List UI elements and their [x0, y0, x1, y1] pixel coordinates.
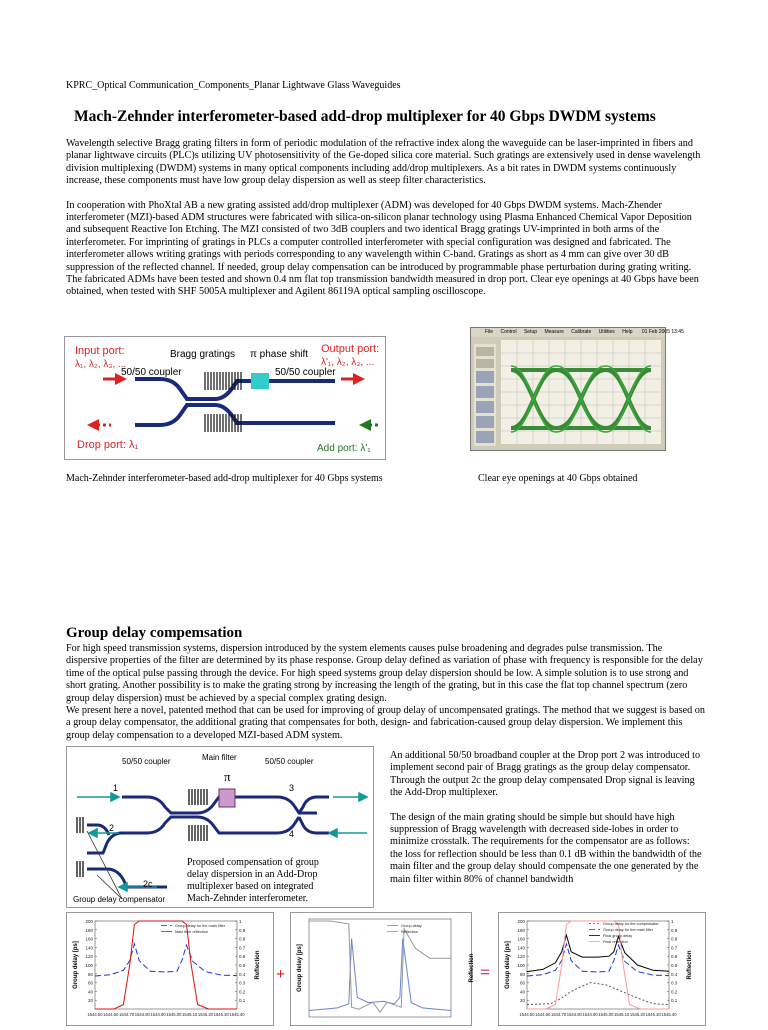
x-tick-label: 1544.80 — [134, 1012, 150, 1017]
plus-operator: + — [276, 966, 286, 983]
output-lambdas: λ'₁, λ₂, λ₃, ... — [321, 357, 375, 368]
y2-tick-label: 1 — [239, 919, 242, 924]
y2-tick-label: 0.6 — [671, 954, 678, 960]
x-tick-label: 1545.00 — [166, 1012, 182, 1017]
intro-paragraph-2: In cooperation with PhoXtal AB a new grating assisted add/drop multiplexer (ADM) was developed for 40 Gbps DWDM systems. Mach-Zhender interferometer (MZI)-based ADM structures were fabricated with silica-on-silicon planar technology using Plasma Enhanced Chemical Vapor Deposition and subsequent Reactive Ion Etching. The MZI consisted of two 3dB couplers and two identical Bragg gratings UV-imprinted in both arms of the interferometer. For imprinting of gratings in PLCs a computer controlled interferometer with special configuration was designed and fabricated. The interferometer allows writing gratings with periods corresponding to any wavelength within C-band. Gratings as short as 4 mm can give over 30 dB suppression of the reflected channel. If needed, group delay compensation can be introduced by programmable phase perturbation during grating writing. — [66, 199, 692, 273]
legend-label: Main filter reflection — [175, 930, 208, 934]
y-axis-label: Group delay [ps] — [73, 941, 79, 989]
y-tick-label: 200 — [517, 919, 525, 924]
y2-tick-label: 0.2 — [671, 989, 678, 995]
port-1-label: 1 — [113, 783, 119, 793]
x-tick-label: 1544.60 — [535, 1012, 551, 1017]
y-tick-label: 140 — [85, 945, 93, 951]
side-paragraph-2: The design of the main grating should be simple but should have high suppression of Bragg wavelength with decreased side-lobes in order to minimize crosstalk. The requirements for the compensator are as follows: the loss for reflection should be less than 0.1 dB within the bandwidth of the main filter and the group delay should compensate the one generated by the main filter within 80% of channel bandwidth — [390, 811, 702, 885]
chart-main-filter-svg — [67, 913, 273, 1025]
chart-final — [498, 912, 706, 1026]
phase-shift-block — [251, 373, 269, 389]
y2-tick-label: 0.1 — [239, 998, 246, 1004]
x-tick-label: 1544.70 — [118, 1012, 135, 1017]
y2-tick-label: 0.7 — [671, 945, 678, 951]
series-line-1 — [309, 921, 451, 1012]
compensator-diagram — [66, 746, 374, 908]
bragg-gratings-label: Bragg gratings — [170, 349, 236, 360]
y2-tick-label: 0.6 — [239, 954, 246, 960]
series-line-1 — [527, 944, 669, 976]
x-tick-label: 1545.10 — [182, 1012, 198, 1017]
section2-paragraph-2: We present here a novel, patented method that can be used for improving of group delay of uncompensated gratings. The method that we suggest is based on a group delay compensator, the additional grating that compensates for both, design- and fabrication-caused group delay dispersion. We implement this group delay compensation to a developed MZI-based ADM system. — [66, 705, 705, 741]
x-tick-label: 1544.50 — [87, 1012, 103, 1017]
series-line-1 — [95, 921, 237, 1009]
breadcrumb: KPRC_Optical Communication_Components_Planar Lightwave Glass Waveguides — [66, 80, 401, 91]
y-tick-label: 80 — [519, 971, 525, 977]
y2-tick-label: 0.7 — [239, 945, 246, 951]
y-tick-label: 120 — [517, 954, 525, 960]
output-port-label: Output port: — [321, 343, 380, 355]
plot-frame — [309, 919, 451, 1017]
y-tick-label: 100 — [85, 963, 93, 968]
series-line-0 — [95, 944, 237, 976]
chart-compensator-svg — [291, 913, 475, 1025]
x-tick-label: 1545.40 — [661, 1012, 677, 1017]
y-tick-label: 40 — [519, 989, 525, 995]
pi-label: π — [224, 769, 231, 784]
section-heading: Group delay compemsation — [66, 625, 243, 641]
y2-axis-label: Reflection — [469, 953, 475, 983]
page-title: Mach-Zehnder interferometer-based add-drop multiplexer for 40 Gbps DWDM systems — [74, 108, 656, 125]
phase-shift-label: π phase shift — [250, 349, 309, 360]
y-axis-label: Group delay [ps] — [505, 941, 511, 989]
x-tick-label: 1545.10 — [614, 1012, 630, 1017]
oscilloscope-screenshot — [470, 327, 684, 451]
y-tick-label: 160 — [517, 936, 525, 942]
coupler-left-label: 50/50 coupler — [122, 757, 171, 766]
y2-tick-label: 0.1 — [671, 998, 678, 1004]
y2-tick-label: 0.3 — [239, 980, 246, 986]
compensator-label: Group delay compensator — [73, 895, 166, 904]
input-lambdas: λ₁, λ₂, λ₃, ... — [75, 359, 127, 370]
x-tick-label: 1544.90 — [582, 1012, 598, 1017]
y2-axis-label: Reflection — [255, 950, 261, 980]
mzi-adm-diagram — [64, 336, 386, 460]
series-line-3 — [527, 921, 669, 1009]
series-line-0 — [309, 939, 451, 1011]
y-tick-label: 20 — [87, 998, 93, 1004]
legend-label: Final group delay — [603, 934, 633, 938]
legend-label: Group delay for the main filter — [175, 924, 226, 928]
series-line-0 — [527, 983, 669, 1005]
x-tick-label: 1544.50 — [519, 1012, 535, 1017]
intro-paragraph-1: Wavelength selective Bragg grating filters in form of periodic modulation of the refractive index along the waveguide can be laser-imprinted in fibers and planar lightwave circuits (PLC)s utilizing UV photosensitivity of the Ge-doped silica core material. Such gratings are extensively used in dense wavelength division multiplexing (DWDM) systems in many optical components including add/drop multiplexers. As a bit rates in DWDM systems continuously increase, these components must have low group delay dispersion as well as steep filter characteristics. — [66, 138, 701, 187]
pi-shift-block — [219, 789, 235, 807]
legend-label: Reflection — [401, 930, 418, 934]
y2-tick-label: 0.3 — [671, 980, 678, 986]
legend-label: Group delay for the main filter — [603, 928, 654, 932]
y-tick-label: 100 — [517, 963, 525, 968]
add-port-label: Add port: λ'₁ — [317, 443, 371, 454]
intro-paragraph-3: The fabricated ADMs have been tested and shown 0.4 nm flat top transmission bandwidth measured in drop port. Clear eye openings at 40 Gbps have been obtained, when tested with SHF 5005A multiplexer and Agilent 86119A optical sampling oscilloscope. — [66, 274, 699, 298]
y-tick-label: 200 — [85, 919, 93, 924]
y-tick-label: 60 — [519, 980, 525, 986]
y-tick-label: 180 — [85, 927, 93, 933]
x-tick-label: 1545.40 — [229, 1012, 245, 1017]
y-tick-label: 60 — [87, 980, 93, 986]
side-paragraph-1: An additional 50/50 broadband coupler at the Drop port 2 was introduced to implement second pair of Bragg gratings as the group delay compensator. Through the output 2c the group delay compensated Drop signal is leaving the Add-Drop multiplexer. — [390, 750, 701, 799]
equals-operator: = — [480, 962, 491, 982]
oscilloscope-side-panel — [474, 344, 496, 446]
chart-final-svg — [499, 913, 705, 1025]
y2-tick-label: 0.8 — [239, 936, 246, 942]
y-tick-label: 20 — [519, 998, 525, 1004]
y2-tick-label: 0.5 — [239, 963, 246, 968]
figure1-caption: Mach-Zehnder interferometer-based add-drop multiplexer for 40 Gbps systems — [66, 473, 383, 484]
section2-paragraph-1: For high speed transmission systems, dispersion introduced by the system elements causes pulse broadening and degrades pulse transmission. The dispersive properties of the filter are determined by its phase response. Group delay defined as variation of phase with frequency is responsible for the delay time of the optical pulse passing through the device. For high speed systems group delay dispersion should be low. A simple solution is to use strong and short grating. Another possibility is to make the grating strong by increasing the length of the grating, but in this case the flat top channel spectrum (zero group delay dispersion) must be achieved by a special complex grating design. — [66, 643, 703, 704]
figure3-caption: Proposed compensation of group delay dispersion in an Add-Drop multiplexer based on integrated Mach-Zehnder interferometer. — [187, 857, 319, 904]
coupler-right-label: 50/50 coupler — [275, 367, 336, 378]
y-tick-label: 160 — [85, 936, 93, 942]
port-2-label: 2 — [109, 823, 115, 833]
x-tick-label: 1544.80 — [566, 1012, 582, 1017]
chart-compensator — [290, 912, 475, 1026]
x-tick-label: 1545.30 — [213, 1012, 229, 1017]
coupler-right-label: 50/50 coupler — [265, 757, 314, 766]
chart-main-filter — [66, 912, 274, 1026]
y2-tick-label: 0.8 — [671, 936, 678, 942]
y-tick-label: 120 — [85, 954, 93, 960]
y2-tick-label: 0.9 — [239, 927, 246, 933]
main-filter-label: Main filter — [202, 753, 237, 762]
y-tick-label: 140 — [517, 945, 525, 951]
port-2c-label: 2c — [143, 879, 153, 889]
legend-label: Final reflection — [603, 940, 628, 944]
x-tick-label: 1545.00 — [598, 1012, 614, 1017]
x-tick-label: 1544.60 — [103, 1012, 119, 1017]
y2-axis-label: Reflection — [687, 950, 693, 980]
y2-tick-label: 1 — [671, 919, 674, 924]
drop-port-label: Drop port: λ₁ — [77, 439, 139, 451]
x-tick-label: 1545.20 — [197, 1012, 214, 1017]
x-tick-label: 1545.20 — [629, 1012, 646, 1017]
y-tick-label: 80 — [87, 971, 93, 977]
plot-frame — [527, 921, 669, 1009]
legend-label: Group delay — [401, 924, 422, 928]
y-axis-label: Group delay [ps] — [297, 944, 303, 992]
y2-tick-label: 0.9 — [671, 927, 678, 933]
x-tick-label: 1544.70 — [550, 1012, 567, 1017]
figure2-caption: Clear eye openings at 40 Gbps obtained — [478, 473, 638, 484]
x-tick-label: 1544.90 — [150, 1012, 166, 1017]
oscilloscope-menu-bar: File Control Setup Measure Calibrate Utilities Help 01 Feb 2005 13:45 — [471, 328, 665, 337]
y2-tick-label: 0.5 — [671, 963, 678, 968]
y2-tick-label: 0.2 — [239, 989, 246, 995]
x-tick-label: 1545.30 — [645, 1012, 661, 1017]
eye-diagram — [501, 340, 661, 444]
y2-tick-label: 0.4 — [239, 971, 246, 977]
plot-frame — [95, 921, 237, 1009]
y-tick-label: 180 — [517, 927, 525, 933]
port-4-label: 4 — [289, 829, 295, 839]
y2-tick-label: 0.4 — [671, 971, 678, 977]
port-3-label: 3 — [289, 783, 295, 793]
legend-label: Group delay for the compensator — [603, 922, 659, 926]
input-port-label: Input port: — [75, 345, 125, 357]
coupler-left-label: 50/50 coupler — [121, 367, 182, 378]
y-tick-label: 40 — [87, 989, 93, 995]
series-line-2 — [527, 935, 669, 972]
